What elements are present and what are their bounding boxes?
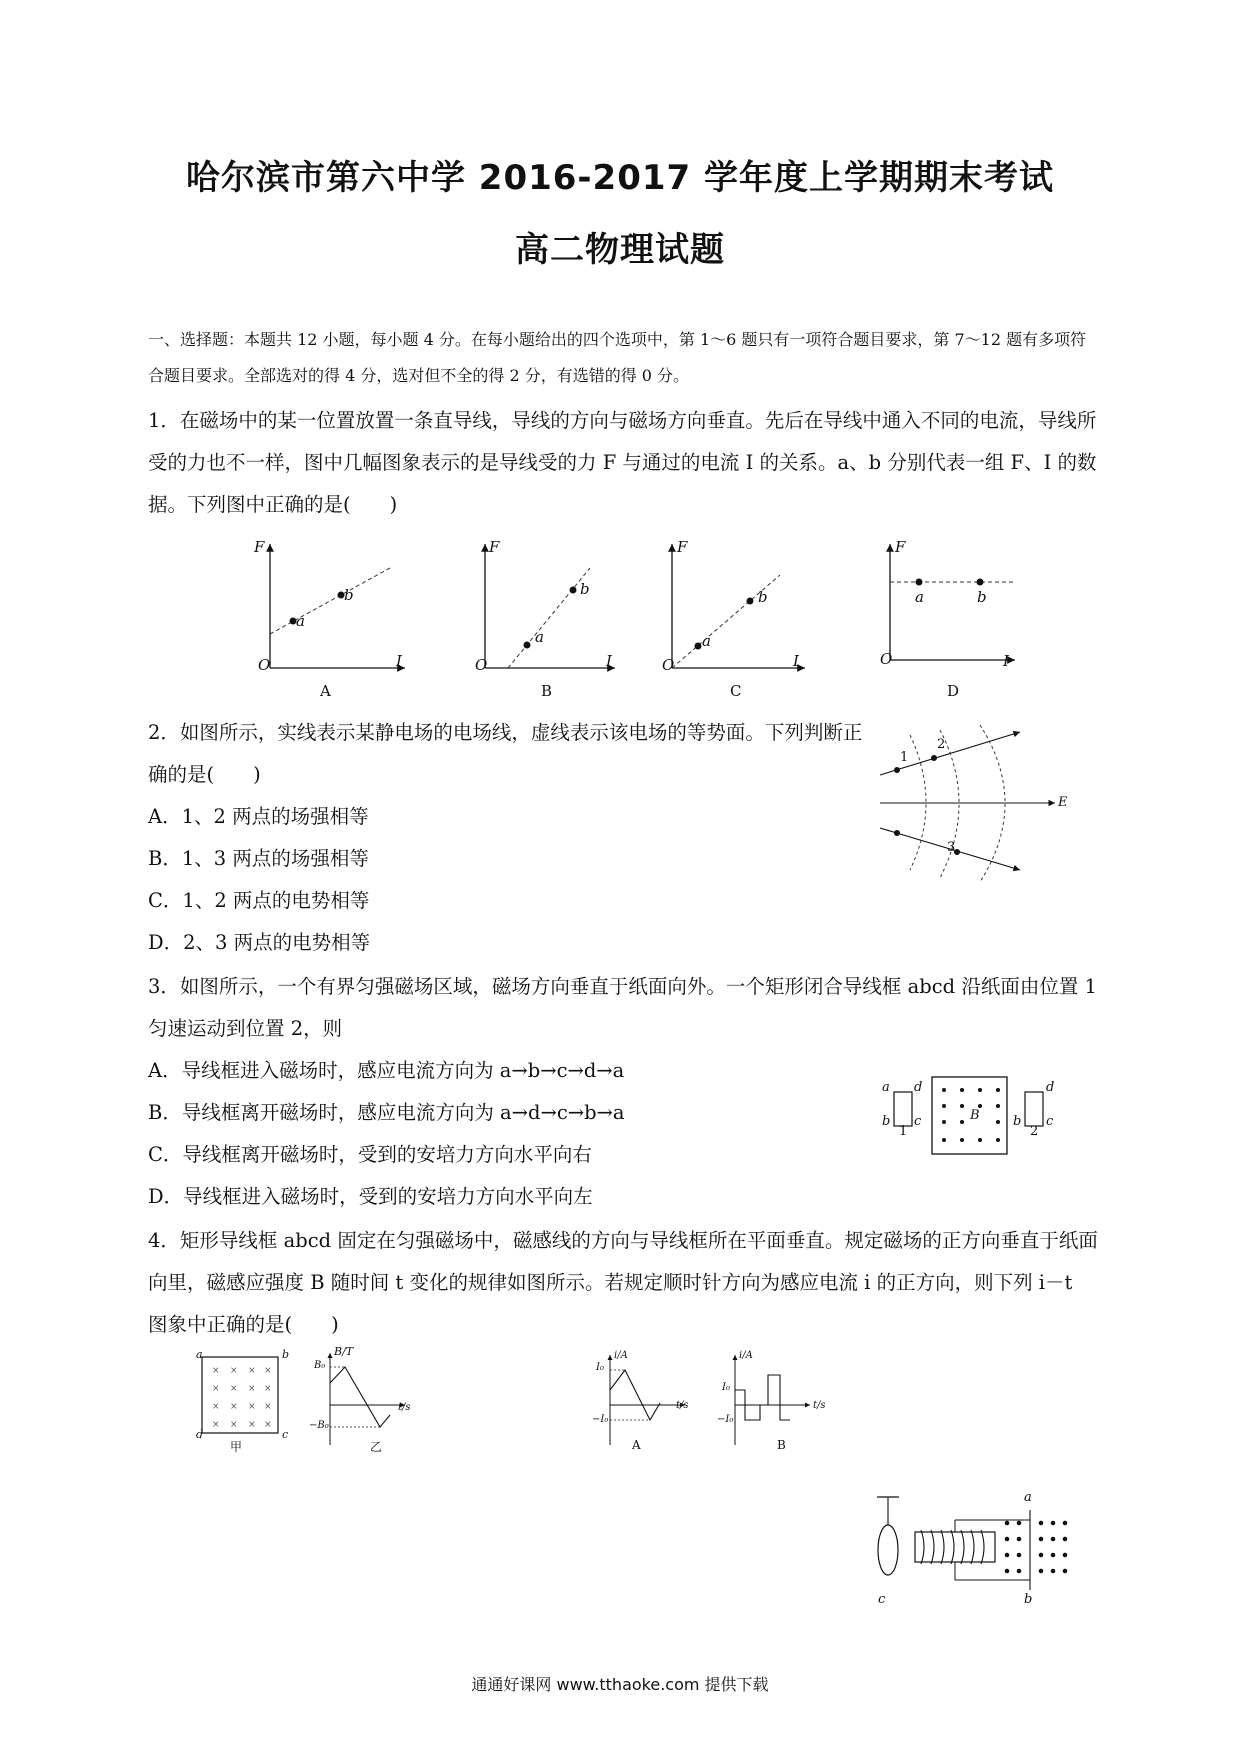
svg-text:×: ×: [212, 1384, 220, 1394]
fig-a-i0: I₀: [596, 1362, 604, 1373]
svg-text:×: ×: [230, 1384, 238, 1394]
frame1-label-b: b: [882, 1114, 891, 1129]
page-subtitle: 高二物理试题: [515, 230, 725, 270]
question-3-option-c[interactable]: C．导线框离开磁场时，受到的安培力方向水平向右: [148, 1143, 592, 1166]
fig-jia-b: b: [282, 1348, 290, 1361]
question-3-option-a[interactable]: A．导线框进入磁场时，感应电流方向为 a→b→c→d→a: [148, 1059, 625, 1082]
graph-b-axis-i: I: [606, 652, 612, 670]
section-intro: 一、选择题：本题共 12 小题，每小题 4 分。在每小题给出的四个选项中，第 1～6 题只有一项符合题目要求，第 7～12 题有多项符合题目要求。全部选对的得 4 分，选对但不全的得 2 分，有选错的得 0 分。: [148, 330, 1087, 385]
fig-jia-d: d: [196, 1428, 204, 1441]
graph-c-point-b: b: [758, 588, 768, 606]
fig-b-caption: B: [777, 1438, 786, 1452]
frame2-label-c: c: [1046, 1114, 1054, 1129]
fig-yi-b0: B₀: [314, 1360, 326, 1371]
svg-text:×: ×: [230, 1402, 238, 1412]
svg-text:×: ×: [212, 1420, 220, 1430]
fig-a-axis: i/A: [614, 1350, 628, 1361]
svg-text:×: ×: [212, 1366, 220, 1376]
graph-d-point-a: a: [915, 588, 924, 606]
frame1-label-a: a: [882, 1080, 890, 1095]
graph-c: [672, 544, 805, 668]
graph-b-point-b: b: [580, 580, 590, 598]
fig-jia-a: a: [196, 1348, 203, 1361]
svg-text:×: ×: [248, 1420, 256, 1430]
graph-a: [270, 544, 405, 668]
svg-text:×: ×: [230, 1366, 238, 1376]
field-e-label: E: [1058, 795, 1068, 810]
frame-position-2: 2: [1030, 1124, 1039, 1139]
graph-b-caption: B: [541, 682, 553, 700]
frame-position-1: 1: [899, 1124, 908, 1139]
frame2-label-d: d: [1046, 1080, 1055, 1095]
svg-text:×: ×: [264, 1384, 272, 1394]
field-point-3-label: 3: [947, 840, 956, 855]
graph-d-point-b: b: [977, 588, 987, 606]
graph-a-axis-i: I: [396, 652, 402, 670]
graph-c-point-a: a: [702, 632, 711, 650]
graph-b-axis-f: F: [489, 538, 500, 556]
graph-a-point-b: b: [344, 586, 354, 604]
graph-c-axis-i: I: [793, 652, 799, 670]
graph-c-caption: C: [730, 682, 742, 700]
question-2-option-b[interactable]: B．1、3 两点的场强相等: [148, 847, 369, 870]
fig-jia-caption: 甲: [230, 1440, 243, 1454]
question-2-option-d[interactable]: D．2、3 两点的电势相等: [148, 931, 371, 954]
graph-c-origin: O: [662, 656, 675, 674]
svg-text:×: ×: [212, 1402, 220, 1412]
svg-text:×: ×: [264, 1402, 272, 1412]
question-1-graphs: [240, 540, 1110, 710]
graph-d: [890, 544, 1015, 660]
graph-d-axis-i: I: [1003, 652, 1009, 670]
frame2-label-b: b: [1013, 1114, 1022, 1129]
graph-b: [485, 544, 615, 668]
field-point-1-label: 1: [900, 750, 909, 765]
fig-b-axis: i/A: [739, 1350, 753, 1361]
graph-b-point-a: a: [535, 628, 544, 646]
graph-d-origin: O: [880, 650, 893, 668]
page-title: 哈尔滨市第六中学 2016-2017 学年度上学期期末考试: [185, 158, 1055, 198]
frame1-label-c: c: [914, 1114, 922, 1129]
graph-a-point-a: a: [296, 612, 305, 630]
graph-d-caption: D: [947, 682, 960, 700]
fig-yi-mb0: −B₀: [309, 1420, 329, 1431]
svg-text:×: ×: [264, 1366, 272, 1376]
svg-text:×: ×: [248, 1366, 256, 1376]
graph-b-origin: O: [475, 656, 488, 674]
fig-yi-axis: B/T: [334, 1345, 354, 1358]
question-1-stem: 1．在磁场中的某一位置放置一条直导线，导线的方向与磁场方向垂直。先后在导线中通入不同的电流，导线所受的力也不一样，图中几幅图象表示的是导线受的力 F 与通过的电流 I 的关系。a、b 分别代表一组 F、I 的数据。下列图中正确的是( ): [148, 409, 1097, 516]
field-b-label: B: [970, 1108, 980, 1123]
graph-c-axis-f: F: [677, 538, 688, 556]
question-2-field-figure: [870, 720, 1070, 890]
fig-a-t-axis: t/s: [676, 1400, 689, 1411]
frame1-label-d: d: [914, 1080, 923, 1095]
graph-a-caption: A: [320, 682, 331, 700]
fig-jia-c: c: [282, 1428, 289, 1441]
fig-a-mi0: −I₀: [592, 1414, 609, 1425]
question-3-stem: 3．如图所示，一个有界匀强磁场区域，磁场方向垂直于纸面向外。一个矩形闭合导线框 abcd 沿纸面由位置 1 匀速运动到位置 2，则: [148, 975, 1097, 1040]
question-3-option-b[interactable]: B．导线框离开磁场时，感应电流方向为 a→d→c→b→a: [148, 1101, 625, 1124]
graph-d-axis-f: F: [895, 538, 906, 556]
fig-b-mi0: −I₀: [717, 1414, 734, 1425]
coil-ring-figure: [855, 1495, 1085, 1605]
question-2-stem: 2．如图所示，实线表示某静电场的电场线，虚线表示该电场的等势面。下列判断正确的是( ): [148, 721, 863, 786]
graph-a-origin: O: [258, 656, 271, 674]
fig-b-t-axis: t/s: [813, 1400, 826, 1411]
question-3-option-d[interactable]: D．导线框进入磁场时，受到的安培力方向水平向左: [148, 1185, 593, 1208]
fig-a-caption: A: [632, 1438, 641, 1452]
question-2-option-c[interactable]: C．1、2 两点的电势相等: [148, 889, 370, 912]
coil-label-a: a: [1024, 1490, 1032, 1505]
svg-text:×: ×: [248, 1384, 256, 1394]
fig-yi-caption: 乙: [370, 1440, 383, 1454]
question-4-stem: 4．矩形导线框 abcd 固定在匀强磁场中，磁感线的方向与导线框所在平面垂直。规定磁场的正方向垂直于纸面向里，磁感应强度 B 随时间 t 变化的规律如图所示。若规定顺时针方向为感应电流 i 的正方向，则下列 i－t 图象中正确的是( ): [148, 1229, 1098, 1336]
fig-yi-t-axis: t/s: [398, 1402, 411, 1413]
field-point-2-label: 2: [937, 737, 946, 752]
svg-text:×: ×: [230, 1420, 238, 1430]
question-4-figures: [190, 1345, 840, 1465]
graph-a-axis-f: F: [254, 538, 265, 556]
coil-label-b: b: [1024, 1592, 1033, 1607]
fig-b-i0: I₀: [722, 1382, 730, 1393]
svg-text:×: ×: [264, 1420, 272, 1430]
svg-text:×: ×: [248, 1402, 256, 1412]
question-2-option-a[interactable]: A．1、2 两点的场强相等: [148, 805, 369, 828]
ring-label-c: c: [878, 1592, 886, 1607]
footer-source: 通通好课网 www.tthaoke.com 提供下载: [471, 1675, 769, 1694]
